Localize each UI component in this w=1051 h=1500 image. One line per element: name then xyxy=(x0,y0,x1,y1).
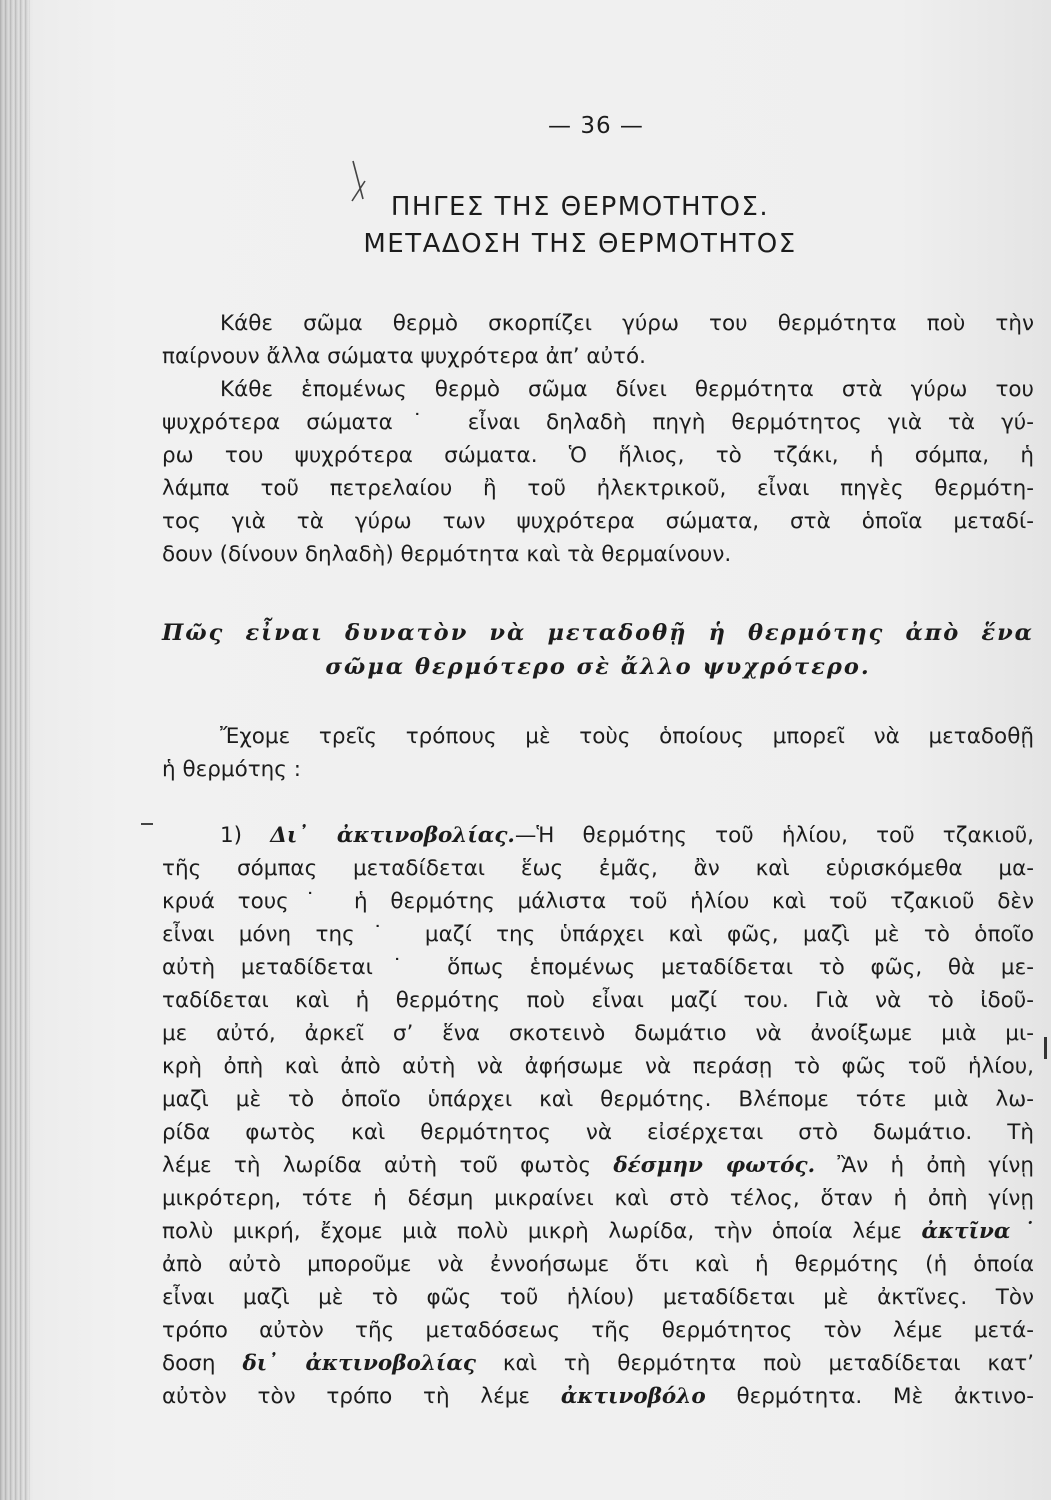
intro-line-2: παίρνουν ἄλλα σώματα ψυχρότερα ἀπ’ αὐτό. xyxy=(162,344,646,369)
radiation-line-5: αὐτὴ μεταδίδεται˙ ὅπως ἑπομένως μεταδίδεται τὸ φῶς, θὰ με- xyxy=(162,955,1034,980)
radiation-line-8: κρὴ ὀπὴ καὶ ἀπὸ αὐτὴ νὰ ἀφήσωμε νὰ περάσῃ τὸ φῶς τοῦ ἡλίου, xyxy=(162,1054,1034,1079)
intro-line-4: ψυχρότερα σώματα˙ εἶναι δηλαδὴ πηγὴ θερμότητος γιὰ τὰ γύ- xyxy=(162,410,1034,435)
chapter-title-line-1: ΠΗΓΕΣ ΤΗΣ ΘΕΡΜΟΤΗΤΟΣ. xyxy=(390,192,770,222)
beam-line-post: Ἂν ἡ ὀπὴ γίνῃ xyxy=(837,1153,1034,1178)
item-number: 1) xyxy=(220,823,243,848)
radiation-line-16: τρόπο αὐτὸν τῆς μεταδόσεως τῆς θερμότητος τὸν λέμε μετά- xyxy=(162,1318,1034,1343)
margin-mark xyxy=(1044,1037,1047,1059)
lead-line-2: ἡ θερμότης : xyxy=(162,757,301,782)
term2: δι᾿ ἀκτινοβολίας xyxy=(242,1351,476,1376)
page-stack-edge xyxy=(0,0,30,1500)
intro-line-7: τος γιὰ τὰ γύρω των ψυχρότερα σώματα, στὰ ὁποῖα μεταδί- xyxy=(162,509,1034,534)
radiation-line-13 xyxy=(162,1215,1034,1248)
ray-term: ἀκτῖνα˙ xyxy=(921,1219,1034,1244)
beam-term: δέσμην φωτός. xyxy=(613,1153,816,1178)
radiation-line-11 xyxy=(162,1149,1034,1182)
radiation-line-1-rest: —Ἡ θερμότης τοῦ ἡλίου, τοῦ τζακιοῦ, xyxy=(514,823,1034,848)
radiation-line-17 xyxy=(162,1347,1034,1380)
section-heading-line-1: Πῶς εἶναι δυνατὸν νὰ μεταδοθῇ ἡ θερμότης ἀπὸ ἕνα xyxy=(162,620,1034,646)
margin-dash-mark xyxy=(141,823,153,825)
radiation-line-6: ταδίδεται καὶ ἡ θερμότης ποὺ εἶναι μαζί του. Γιὰ νὰ τὸ ἰδοῦ- xyxy=(162,988,1034,1013)
term2-line-pre: δοση xyxy=(162,1351,216,1376)
radiation-line-9: μαζὶ μὲ τὸ ὁποῖο ὑπάρχει καὶ θερμότης. Βλέπομε τότε μιὰ λω- xyxy=(162,1087,1034,1112)
radiation-line-4: εἶναι μόνη της˙ μαζί της ὑπάρχει καὶ φῶς, μαζὶ μὲ τὸ ὁποῖο xyxy=(162,922,1034,947)
radiation-line-7: με αὐτό, ἀρκεῖ σ’ ἕνα σκοτεινὸ δωμάτιο νὰ ἀνοίξωμε μιὰ μι- xyxy=(162,1021,1034,1046)
radiation-line-10: ρίδα φωτὸς καὶ θερμότητος νὰ εἰσέρχεται στὸ δωμάτιο. Τὴ xyxy=(162,1120,1034,1145)
intro-line-8: δουν (δίνουν δηλαδὴ) θερμότητα καὶ τὰ θερμαίνουν. xyxy=(162,542,732,567)
lead-line-1: Ἔχομε τρεῖς τρόπους μὲ τοὺς ὁποίους μπορεῖ νὰ μεταδοθῇ xyxy=(220,724,1034,749)
radiation-line-3: κρυά τους˙ ἡ θερμότης μάλιστα τοῦ ἡλίου καὶ τοῦ τζακιοῦ δὲν xyxy=(162,889,1034,914)
page-number: — 36 — xyxy=(548,113,644,139)
radiation-line-1 xyxy=(220,819,1034,852)
intro-line-5: ρω του ψυχρότερα σώματα. Ὁ ἥλιος, τὸ τζάκι, ἡ σόμπα, ἡ xyxy=(162,443,1034,468)
chapter-title-line-2: ΜΕΤΑΔΟΣΗ ΤΗΣ ΘΕΡΜΟΤΗΤΟΣ xyxy=(363,229,797,259)
radiation-line-2: τῆς σόμπας μεταδίδεται ἕως ἐμᾶς, ἂν καὶ εὑρισκόμεθα μα- xyxy=(162,856,1034,881)
term3: ἀκτινοβόλο xyxy=(560,1384,706,1409)
radiation-line-15: εἶναι μαζὶ μὲ τὸ φῶς τοῦ ἡλίου) μεταδίδεται μὲ ἀκτῖνες. Τὸν xyxy=(162,1285,1034,1310)
intro-line-3: Κάθε ἑπομένως θερμὸ σῶμα δίνει θερμότητα στὰ γύρω του xyxy=(220,377,1034,402)
beam-line-pre: λέμε τὴ λωρίδα αὐτὴ τοῦ φωτὸς xyxy=(162,1153,592,1178)
intro-line-6: λάμπα τοῦ πετρελαίου ἢ τοῦ ἠλεκτρικοῦ, εἶναι πηγὲς θερμότη- xyxy=(162,476,1034,501)
last-line-post: θερμότητα. Μὲ ἀκτινο- xyxy=(736,1384,1034,1409)
ray-line-pre: πολὺ μικρή, ἔχομε μιὰ πολὺ μικρὴ λωρίδα, τὴν ὁποία λέμε xyxy=(162,1219,902,1244)
radiation-line-14: ἀπὸ αὐτὸ μποροῦμε νὰ ἐννοήσωμε ὅτι καὶ ἡ θερμότης (ἡ ὁποία xyxy=(162,1252,1034,1277)
radiation-line-18 xyxy=(162,1380,1034,1413)
last-line-pre: αὐτὸν τὸν τρόπο τὴ λέμε xyxy=(162,1384,531,1409)
radiation-line-12: μικρότερη, τότε ἡ δέσμη μικραίνει καὶ στὸ τέλος, ὅταν ἡ ὀπὴ γίνῃ xyxy=(162,1186,1034,1211)
radiation-term: Δι᾿ ἀκτινοβολίας. xyxy=(270,823,515,848)
intro-line-1: Κάθε σῶμα θερμὸ σκορπίζει γύρω του θερμότητα ποὺ τὴν xyxy=(220,311,1034,336)
section-heading-line-2: σῶμα θερμότερο σὲ ἄλλο ψυχρότερο. xyxy=(325,654,871,680)
term2-line-post: καὶ τὴ θερμότητα ποὺ μεταδίδεται κατ’ xyxy=(502,1351,1035,1376)
